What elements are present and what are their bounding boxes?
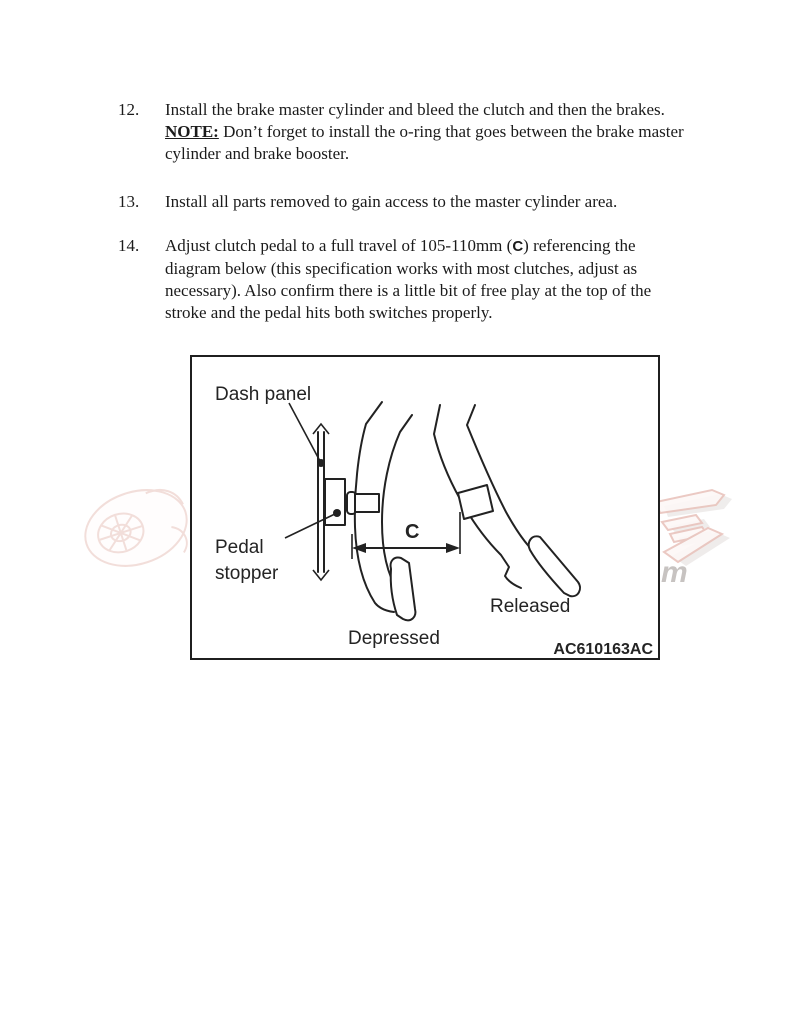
- watermark-turbocharger-icon: [78, 476, 194, 580]
- watermark-partial-text: m: [661, 556, 688, 588]
- released-pedal-clevis: [458, 485, 493, 519]
- item-number: 13.: [118, 192, 140, 211]
- item-body: [165, 191, 685, 213]
- stopper-bolt: [355, 494, 379, 512]
- instruction-list: [118, 99, 690, 324]
- pedal-stopper-label-line2: stopper: [215, 563, 279, 584]
- note-text: Don’t forget to install the o-ring that goes between the brake master cylinder and brake booster.: [165, 122, 684, 163]
- dimension-c-label: C: [405, 521, 420, 543]
- watermark-logo-glyph: [656, 486, 736, 588]
- item-body: [165, 99, 685, 165]
- item-number: 14.: [118, 236, 140, 255]
- item-note: [165, 121, 685, 165]
- pedal-adjustment-figure: [190, 355, 660, 660]
- dash-panel-leader: [289, 403, 325, 467]
- item-text-after: ) referencing the diagram below (this specification works with most clutches, adjust as necessary). Also confirm there is a little bit of free play at the top of the stroke and the pedal hits both switches properly.: [165, 236, 652, 322]
- dimension-reference-letter: C: [512, 238, 524, 255]
- note-label: NOTE:: [165, 122, 219, 141]
- depressed-pedal-pad: [391, 558, 416, 621]
- item-body: [165, 235, 685, 324]
- item-text: [165, 235, 685, 324]
- list-item-14: [118, 235, 690, 324]
- pedal-adjustment-diagram: [192, 357, 658, 658]
- released-pedal-arm-right-edge: [467, 405, 540, 557]
- dash-panel-label: Dash panel: [215, 384, 312, 405]
- item-text: Install all parts removed to gain access to the master cylinder area.: [165, 192, 618, 211]
- item-number: 12.: [118, 100, 140, 119]
- depressed-label: Depressed: [348, 628, 440, 649]
- item-text-before: Adjust clutch pedal to a full travel of 105-110mm (: [165, 236, 513, 255]
- list-item-13: [118, 191, 690, 213]
- released-pedal-pad: [529, 536, 580, 596]
- item-text: Install the brake master cylinder and bleed the clutch and then the brakes.: [165, 100, 665, 119]
- figure-code: AC610163AC: [553, 641, 653, 658]
- list-item-12: [118, 99, 690, 165]
- pedal-stopper-label-line1: Pedal: [215, 537, 264, 558]
- released-label: Released: [490, 596, 571, 617]
